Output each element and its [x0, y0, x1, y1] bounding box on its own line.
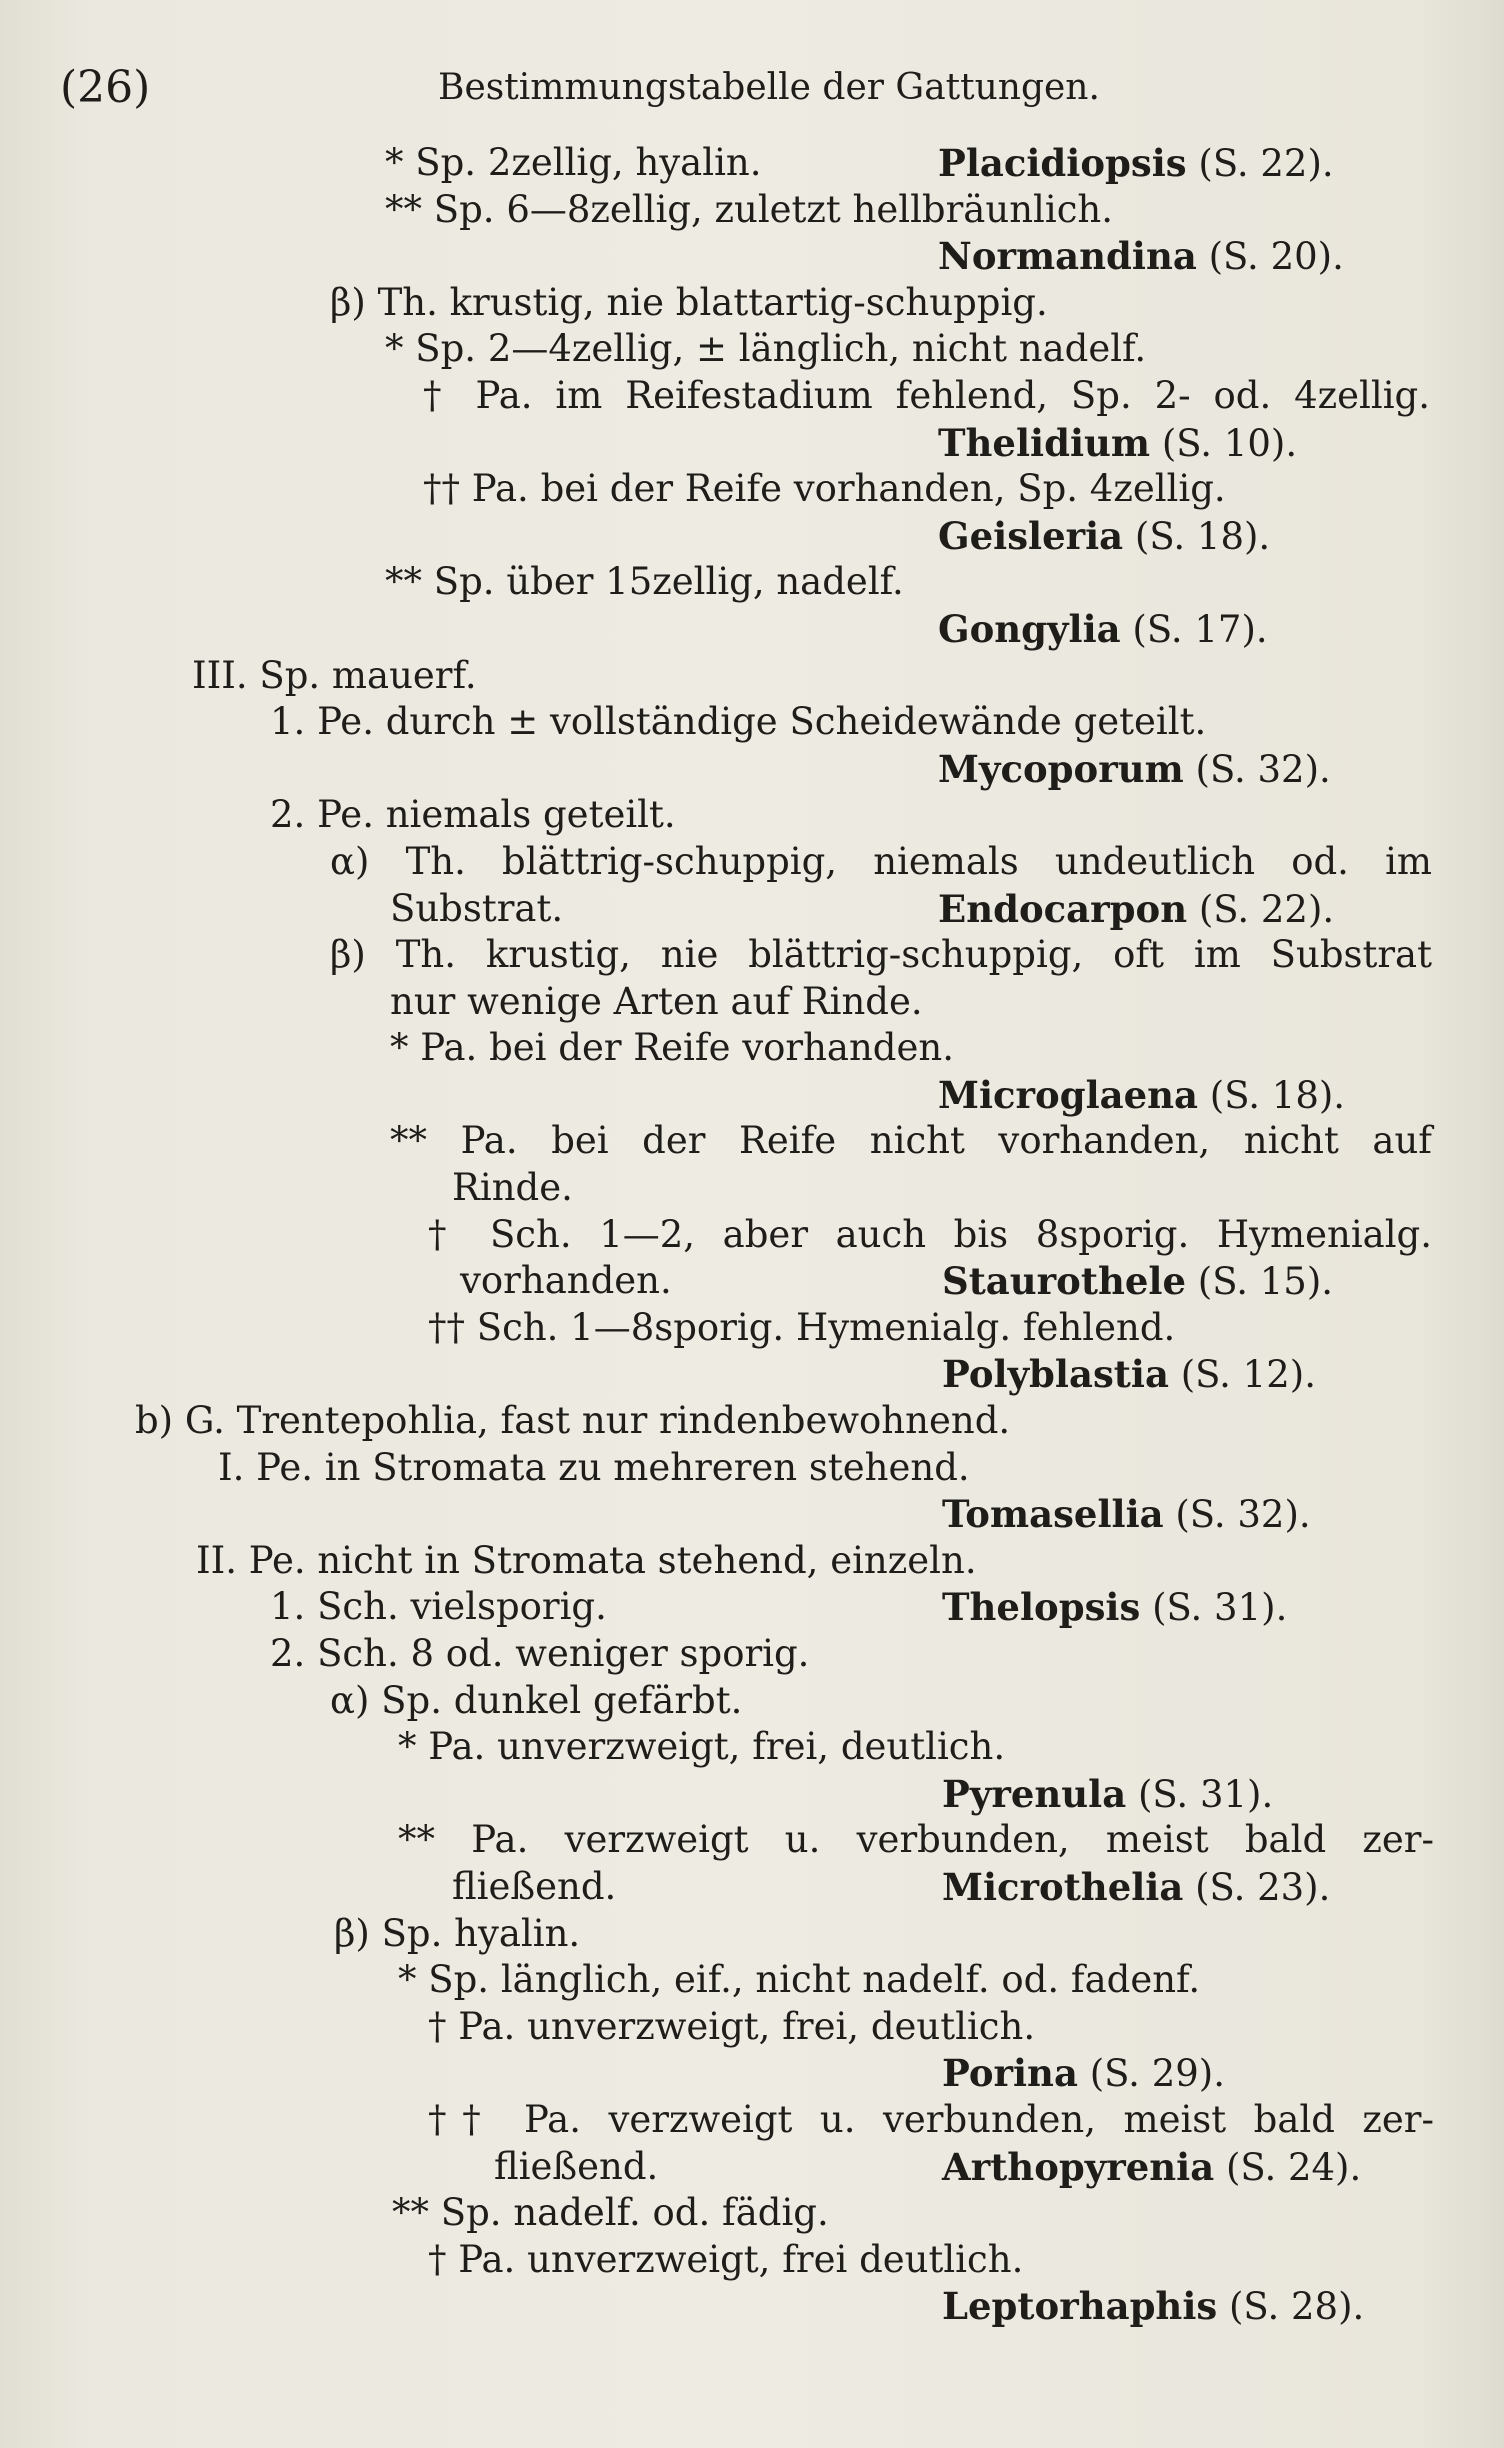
key-line	[0, 1538, 1504, 1585]
genus-name: Microthelia	[942, 1864, 1184, 1909]
key-line	[0, 2237, 1504, 2284]
genus-name: Porina	[942, 2051, 1078, 2096]
page-reference: (S. 28).	[1229, 2285, 1365, 2329]
key-line	[0, 792, 1504, 839]
genus-entry	[942, 1351, 1316, 1399]
key-line-text: ** Pa. verzweigt u. verbunden, meist bald zer-	[398, 1818, 1434, 1862]
key-line	[0, 1864, 1504, 1911]
key-line-text: β) Sp. hyalin.	[334, 1911, 581, 1955]
key-line	[0, 2283, 1504, 2330]
key-line-text: β) Th. krustig, nie blattartig-schuppig.	[330, 280, 1048, 324]
genus-entry	[942, 1771, 1273, 1819]
page-reference: (S. 22).	[1198, 887, 1335, 931]
page-reference: (S. 20).	[1208, 235, 1344, 279]
key-line-text: α) Th. blättrig-schuppig, niemals undeutlich od. im	[330, 839, 1432, 883]
key-line	[0, 1817, 1504, 1864]
key-line	[0, 1678, 1504, 1725]
key-line	[0, 187, 1504, 234]
genus-name: Geisleria	[938, 513, 1124, 558]
genus-entry	[938, 233, 1344, 281]
key-line	[0, 1212, 1504, 1259]
running-title: Bestimmungstabelle der Gattungen.	[438, 67, 1100, 108]
genus-name: Tomasellia	[942, 1492, 1164, 1537]
key-line-text: ** Pa. bei der Reife nicht vorhanden, nicht auf	[390, 1119, 1432, 1163]
key-line	[0, 1631, 1504, 1678]
key-line	[0, 1118, 1504, 1165]
key-line-text: 1. Pe. durch ± vollständige Scheidewände geteilt.	[270, 700, 1207, 744]
genus-entry	[938, 420, 1297, 468]
genus-entry	[942, 1491, 1311, 1539]
genus-name: Leptorhaphis	[942, 2284, 1218, 2329]
key-line	[0, 886, 1504, 933]
genus-name: Microglaena	[938, 1072, 1199, 1117]
genus-entry	[938, 606, 1268, 654]
key-line	[0, 932, 1504, 979]
key-line-text: † Pa. unverzweigt, frei deutlich.	[428, 2237, 1024, 2281]
genus-name: Polyblastia	[942, 1352, 1169, 1397]
page-reference: (S. 24).	[1225, 2145, 1362, 2189]
key-line	[0, 1491, 1504, 1538]
key-line-text: nur wenige Arten auf Rinde.	[390, 979, 923, 1023]
page-reference: (S. 15).	[1197, 1260, 1334, 1304]
key-line-text: vorhanden.	[460, 1259, 672, 1303]
key-line	[0, 280, 1504, 327]
genus-entry	[942, 1258, 1333, 1306]
key-line	[0, 1072, 1504, 1119]
key-line-text: ** Sp. über 15zellig, nadelf.	[385, 560, 904, 604]
key-line	[0, 1445, 1504, 1492]
genus-name: Pyrenula	[942, 1771, 1127, 1816]
key-line	[0, 1584, 1504, 1631]
key-line-text: ** Sp. nadelf. od. fädig.	[392, 2191, 829, 2235]
key-line	[0, 1351, 1504, 1398]
page-reference: (S. 22).	[1198, 142, 1334, 185]
key-line-text: * Sp. länglich, eif., nicht nadelf. od. fadenf.	[398, 1958, 1201, 2002]
genus-name: Mycoporum	[938, 746, 1184, 791]
page-reference: (S. 18).	[1209, 1073, 1346, 1117]
key-line	[0, 2004, 1504, 2051]
page-reference: (S. 31).	[1137, 1772, 1274, 1816]
page-reference: (S. 32).	[1175, 1493, 1311, 1537]
genus-name: Placidiopsis	[938, 141, 1187, 185]
key-line-text: 1. Sch. vielsporig.	[270, 1585, 607, 1629]
key-line	[0, 140, 1504, 187]
genus-entry	[942, 2050, 1225, 2098]
key-line	[0, 373, 1504, 420]
key-line	[0, 1165, 1504, 1212]
key-line-text: * Pa. unverzweigt, frei, deutlich.	[398, 1725, 1006, 1769]
key-line	[0, 420, 1504, 467]
genus-entry	[942, 1584, 1287, 1632]
key-line-text: II. Pe. nicht in Stromata stehend, einzeln.	[196, 1538, 977, 1582]
key-line	[0, 979, 1504, 1026]
key-line-text: * Sp. 2zellig, hyalin.	[385, 141, 762, 184]
genus-entry	[938, 746, 1331, 794]
genus-name: Staurothele	[942, 1259, 1186, 1304]
key-line-text: †† Pa. bei der Reife vorhanden, Sp. 4zellig.	[423, 467, 1226, 511]
key-line	[0, 1724, 1504, 1771]
key-line-text: β) Th. krustig, nie blättrig-schuppig, oft im Substrat	[330, 933, 1432, 977]
key-line-text: Substrat.	[390, 886, 564, 930]
key-line	[0, 2050, 1504, 2097]
key-line	[0, 513, 1504, 560]
genus-name: Arthopyrenia	[942, 2144, 1215, 2189]
identification-key	[0, 140, 1504, 2330]
key-line-text: fließend.	[452, 1864, 617, 1908]
page-header	[60, 58, 1440, 118]
key-line-text: †† Pa. verzweigt u. verbunden, meist bald zer-	[428, 2097, 1434, 2141]
key-line-text: b) G. Trentepohlia, fast nur rindenbewohnend.	[135, 1399, 1011, 1443]
key-line	[0, 466, 1504, 513]
key-line	[0, 1957, 1504, 2004]
key-line-text: * Pa. bei der Reife vorhanden.	[390, 1026, 954, 1070]
page-reference: (S. 31).	[1152, 1586, 1288, 1630]
genus-name: Gongylia	[938, 606, 1121, 651]
page-reference: (S. 23).	[1195, 1865, 1331, 1909]
key-line	[0, 1398, 1504, 1445]
key-line-text: † Pa. im Reifestadium fehlend, Sp. 2- od. 4zellig.	[423, 373, 1430, 417]
genus-name: Endocarpon	[938, 886, 1188, 931]
key-line	[0, 2097, 1504, 2144]
key-line-text: 2. Sch. 8 od. weniger sporig.	[270, 1632, 810, 1675]
genus-entry	[942, 1864, 1330, 1912]
key-line	[0, 653, 1504, 700]
key-line-text: † Sch. 1—2, aber auch bis 8sporig. Hymenialg.	[428, 1212, 1432, 1256]
genus-entry	[942, 2283, 1364, 2331]
key-line-text: ** Sp. 6—8zellig, zuletzt hellbräunlich.	[385, 187, 1114, 231]
key-line-text: 2. Pe. niemals geteilt.	[270, 793, 676, 837]
key-line	[0, 839, 1504, 886]
key-line	[0, 2190, 1504, 2237]
genus-entry	[938, 140, 1334, 188]
key-line	[0, 606, 1504, 653]
genus-entry	[938, 513, 1270, 561]
key-line-text: fließend.	[494, 2144, 659, 2188]
key-line-text: Rinde.	[452, 1166, 573, 1210]
key-line	[0, 699, 1504, 746]
key-line	[0, 1911, 1504, 1958]
page-reference: (S. 18).	[1134, 514, 1271, 558]
genus-entry	[942, 2144, 1361, 2192]
page-reference: (S. 32).	[1195, 747, 1331, 791]
genus-entry	[938, 886, 1334, 934]
page-number: (26)	[60, 62, 151, 113]
genus-name: Thelidium	[938, 420, 1151, 465]
key-line	[0, 326, 1504, 373]
key-line-text: III. Sp. mauerf.	[192, 653, 477, 697]
key-line-text: †† Sch. 1—8sporig. Hymenialg. fehlend.	[428, 1305, 1176, 1349]
key-line	[0, 1025, 1504, 1072]
genus-name: Thelopsis	[942, 1585, 1141, 1630]
page-reference: (S. 10).	[1161, 421, 1298, 465]
key-line	[0, 746, 1504, 793]
key-line-text: † Pa. unverzweigt, frei, deutlich.	[428, 2004, 1036, 2048]
key-line-text: * Sp. 2—4zellig, ± länglich, nicht nadelf.	[385, 327, 1147, 371]
genus-name: Normandina	[938, 234, 1197, 279]
page-reference: (S. 17).	[1132, 607, 1268, 651]
key-line	[0, 1258, 1504, 1305]
key-line	[0, 1771, 1504, 1818]
key-line-text: I. Pe. in Stromata zu mehreren stehend.	[218, 1445, 970, 1489]
key-line	[0, 1305, 1504, 1352]
page-reference: (S. 29).	[1089, 2052, 1225, 2096]
key-line	[0, 559, 1504, 606]
key-line	[0, 233, 1504, 280]
genus-entry	[938, 1072, 1345, 1120]
key-line-text: α) Sp. dunkel gefärbt.	[330, 1678, 743, 1722]
key-line	[0, 2144, 1504, 2191]
page-reference: (S. 12).	[1180, 1353, 1316, 1397]
